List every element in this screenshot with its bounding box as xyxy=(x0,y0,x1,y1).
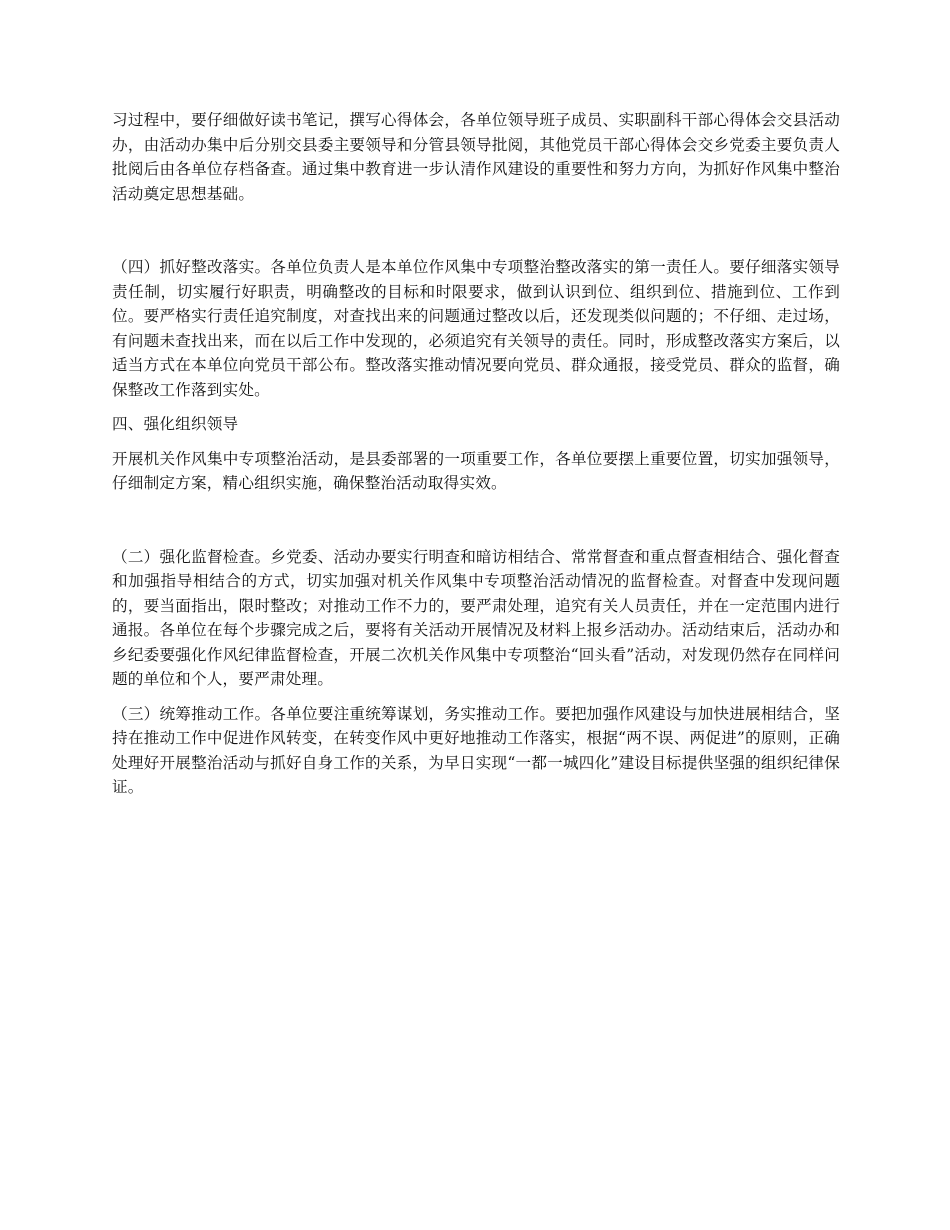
paragraph-supervision: （二）强化监督检查。乡党委、活动办要实行明查和暗访相结合、常常督查和重点督查相结合、强化督查和加强指导相结合的方式，切实加强对机关作风集中专项整治活动情况的监督检查。对督查中发现问题的，要当面指出，限时整改；对推动工作不力的，要严肃处理，追究有关人员责任，并在一定范围内进行通报。各单位在每个步骤完成之后，要将有关活动开展情况及材料上报乡活动办。活动结束后，活动办和乡纪委要强化作风纪律监督检查，开展二次机关作风集中专项整治“回头看”活动，对发现仍然存在同样问题的单位和个人，要严肃处理。 xyxy=(112,547,840,688)
paragraph-coordination: （三）统筹推动工作。各单位要注重统筹谋划，务实推动工作。要把加强作风建设与加快进展相结合，坚持在推动工作中促进作风转变，在转变作风中更好地推动工作落实，根据“两不误、两促进”的原则，正确处理好开展整治活动与抓好自身工作的关系，为早日实现“一都一城四化”建设目标提供坚强的组织纪律保证。 xyxy=(112,704,840,796)
paragraph-leadership-intro: 开展机关作风集中专项整治活动，是县委部署的一项重要工作，各单位要摆上重要位置，切实加强领导，仔细制定方案，精心组织实施，确保整治活动取得实效。 xyxy=(112,449,840,492)
section-heading-leadership: 四、强化组织领导 xyxy=(112,415,239,433)
document-page xyxy=(112,108,840,800)
paragraph-study-notes: 习过程中，要仔细做好读书笔记，撰写心得体会，各单位领导班子成员、实职副科干部心得体会交县活动办，由活动办集中后分别交县委主要领导和分管县领导批阅，其他党员干部心得体会交乡党委主要负责人批阅后由各单位存档备查。通过集中教育进一步认清作风建设的重要性和努力方向，为抓好作风集中整治活动奠定思想基础。 xyxy=(112,111,840,203)
paragraph-rectification: （四）抓好整改落实。各单位负责人是本单位作风集中专项整治整改落实的第一责任人。要仔细落实领导责任制，切实履行好职责，明确整改的目标和时限要求，做到认识到位、组织到位、措施到位、工作到位。要严格实行责任追究制度，对查找出来的问题通过整改以后，还发现类似问题的；不仔细、走过场，有问题未查找出来，而在以后工作中发现的，必须追究有关领导的责任。同时，形成整改落实方案后，以适当方式在本单位向党员干部公布。整改落实推动情况要向党员、群众通报，接受党员、群众的监督，确保整改工作落到实处。 xyxy=(112,258,840,399)
